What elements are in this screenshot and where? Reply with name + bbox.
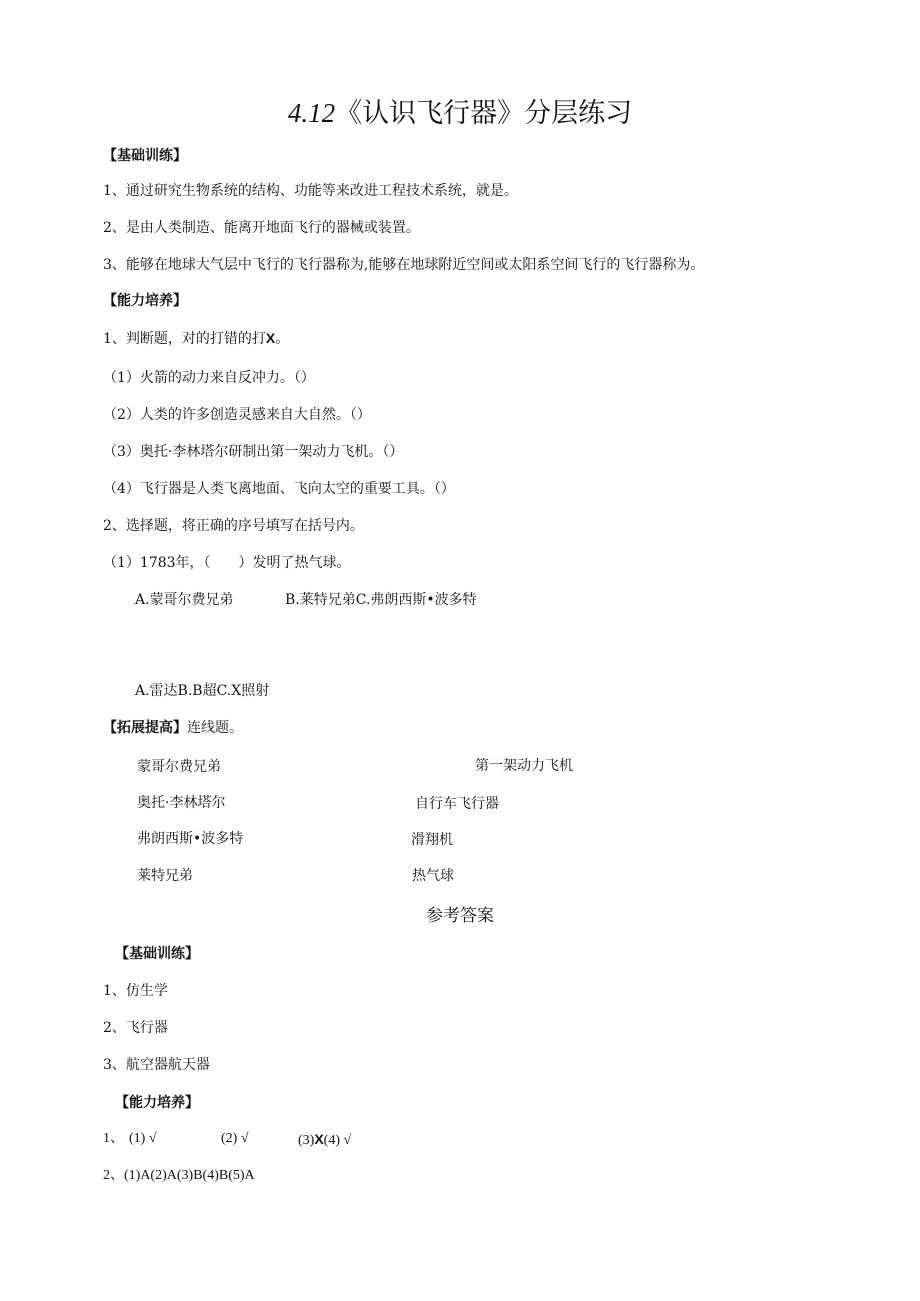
answer-ability-1-part-2: (2) √ — [221, 1131, 249, 1146]
ability-heading: 【能力培养】 — [103, 293, 187, 309]
answer-ability-1-part-1: (1) √ — [129, 1131, 157, 1146]
answer-basic-1: 1、仿生学 — [103, 983, 168, 999]
match-right-4: 热气球 — [412, 868, 454, 884]
answer-cross-mark: X — [314, 1131, 324, 1147]
answer-ability-1-prefix: 1、 — [103, 1131, 124, 1146]
answers-basic-heading: 【基础训练】 — [115, 946, 199, 962]
match-right-1: 第一架动力飞机 — [475, 758, 573, 774]
cross-mark: X — [265, 330, 276, 346]
extend-instruction: 连线题。 — [187, 720, 243, 736]
title-text: 《认识飞行器》分层练习 — [335, 98, 633, 129]
basic-question-2: 2、是由人类制造、能离开地面飞行的器械或装置。 — [103, 220, 420, 236]
answer-basic-2: 2、飞行器 — [103, 1020, 168, 1036]
match-right-2: 自行车飞行器 — [415, 796, 499, 812]
answer-part-4: (4) √ — [323, 1133, 352, 1148]
judge-intro-suffix: 。 — [275, 331, 290, 347]
judge-item-3: （3）奥托·李林塔尔研制出第一架动力飞机。（） — [103, 444, 404, 460]
judge-intro — [103, 329, 289, 348]
match-left-3: 弗朗西斯•波多特 — [137, 831, 244, 847]
choice-q1-options-bc: B.莱特兄弟C.弗朗西斯•波多特 — [285, 592, 477, 608]
basic-heading: 【基础训练】 — [103, 148, 187, 164]
match-left-1: 蒙哥尔费兄弟 — [137, 759, 221, 775]
answer-ability-2: 2、(1)A(2)A(3)B(4)B(5)A — [103, 1168, 255, 1183]
judge-item-2: （2）人类的许多创造灵感来自大自然。（） — [103, 407, 371, 423]
answer-part-3-number: (3) — [298, 1133, 315, 1148]
answers-title: 参考答案 — [426, 906, 494, 926]
choice-q2-options: A.雷达B.B超C.X照射 — [135, 683, 270, 699]
match-left-2: 奥托·李林塔尔 — [137, 795, 226, 811]
judge-intro-text: 1、判断题，对的打错的打 — [103, 331, 266, 347]
basic-question-1: 1、通过研究生物系统的结构、功能等来改进工程技术系统，就是。 — [103, 183, 518, 199]
answer-ability-1-part-3 — [298, 1130, 351, 1150]
match-left-4: 莱特兄弟 — [137, 868, 193, 884]
judge-item-1: （1）火箭的动力来自反冲力。（） — [103, 370, 315, 386]
title-number: 4.12 — [287, 98, 336, 128]
match-right-3: 滑翔机 — [411, 832, 453, 848]
choice-q1-option-a: A.蒙哥尔费兄弟 — [135, 592, 234, 608]
basic-question-3: 3、能够在地球大气层中飞行的飞行器称为,能够在地球附近空间或太阳系空间飞行的飞行器称为。 — [103, 257, 705, 273]
extend-line — [103, 719, 243, 737]
choice-intro: 2、选择题，将正确的序号填写在括号内。 — [103, 518, 364, 534]
judge-item-4: （4）飞行器是人类飞离地面、飞向太空的重要工具。（） — [103, 481, 455, 497]
page-title — [0, 96, 920, 131]
choice-question-1: （1）1783年，（ ）发明了热气球。 — [103, 555, 351, 571]
answer-basic-3: 3、航空器航天器 — [103, 1057, 210, 1073]
extend-heading: 【拓展提高】 — [103, 720, 187, 736]
answers-ability-heading: 【能力培养】 — [115, 1095, 199, 1111]
